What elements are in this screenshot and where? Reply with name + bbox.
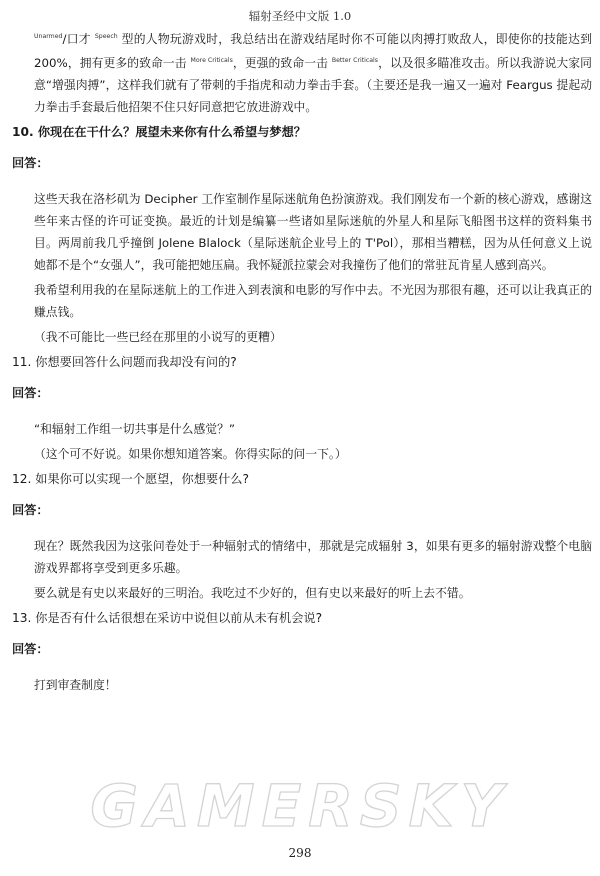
question-10: 10. 你现在在干什么？展望未来你有什么希望与梦想？ xyxy=(12,125,306,139)
question-13: 13. 你是否有什么话很想在采访中说但以前从未有机会说? xyxy=(12,611,323,625)
answer-label-12: 回答： xyxy=(12,503,49,517)
answer-label-10: 回答： xyxy=(12,156,49,170)
superscript-more-criticals: More Criticals xyxy=(190,57,233,64)
answer-10-paragraph-1: 这些天我在洛杉矶为 Decipher 工作室制作星际迷航角色扮演游戏。我们刚发布一个新的核心游戏，感谢这些年来古怪的许可证变换。最近的计划是编纂一些诸如星际迷航的外星人和星际飞船图书这样的资料集书目。两周前我几乎撞倒 Jolene Blalock（星际迷航企业号上的 T'Pol），那相当糟糕，因为从任何意义上说她都不是个“女强人”，我可能把她压扁。我怀疑派拉蒙会对我撞伤了他们的常驻瓦肯星人感到高兴。 xyxy=(34,192,592,272)
intro-text-3: ，更强的致命一击 xyxy=(232,56,332,70)
answer-label-11: 回答： xyxy=(12,386,49,400)
watermark-logo: GAMERSKY xyxy=(90,772,510,840)
answer-12-paragraph-2: 要么就是有史以来最好的三明治。我吃过不少好的，但有史以来最好的听上去不错。 xyxy=(34,586,471,600)
page-content xyxy=(12,26,592,696)
intro-text-2: 型的人物玩游戏时，我总结出在游戏结尾时你不可能以肉搏打败敌人，即使你的技能达到 200%，拥有更多的致命一击 xyxy=(34,32,592,70)
answer-12-paragraph-1: 现在？既然我因为这张问卷处于一种辐射式的情绪中，那就是完成辐射 3，如果有更多的辐射游戏整个电脑游戏界都将享受到更多乐趣。 xyxy=(34,539,592,575)
running-header: 辐射圣经中文版 1.0 xyxy=(248,9,352,23)
superscript-speech: Speech xyxy=(94,33,118,40)
page-number: 298 xyxy=(288,846,312,860)
question-12: 12. 如果你可以实现一个愿望，你想要什么? xyxy=(12,472,249,486)
answer-10-paragraph-2: 我希望利用我的在星际迷航上的工作进入到表演和电影的写作中去。不光因为那很有趣，还可以让我真正的赚点钱。 xyxy=(34,283,592,319)
question-11: 11. 你想要回答什么问题而我却没有问的? xyxy=(12,355,237,369)
answer-label-13: 回答： xyxy=(12,642,49,656)
intro-text-1: /口才 xyxy=(62,32,95,46)
answer-11-paragraph-1: “和辐射工作组一切共事是什么感觉？” xyxy=(34,422,235,436)
superscript-better-criticals: Better Criticals xyxy=(331,57,379,64)
superscript-unarmed: Unarmed xyxy=(34,33,63,40)
answer-13-paragraph-1: 打到审查制度！ xyxy=(34,678,117,692)
intro-paragraph xyxy=(12,26,592,118)
answer-11-paragraph-2: （这个可不好说。如果你想知道答案。你得实际的问一下。） xyxy=(34,447,347,461)
answer-10-paragraph-3: （我不可能比一些已经在那里的小说写的更糟） xyxy=(34,330,282,344)
intro-text-4: ，以及很多瞄准攻击。所以我游说大家同意“增强肉搏”，这样我们就有了带刺的手指虎和动力拳击手套。（主要还是我一遍又一遍对 Feargus 提起动力拳击手套最后他招架不住只好同意把它放进游戏中。 xyxy=(34,56,592,114)
